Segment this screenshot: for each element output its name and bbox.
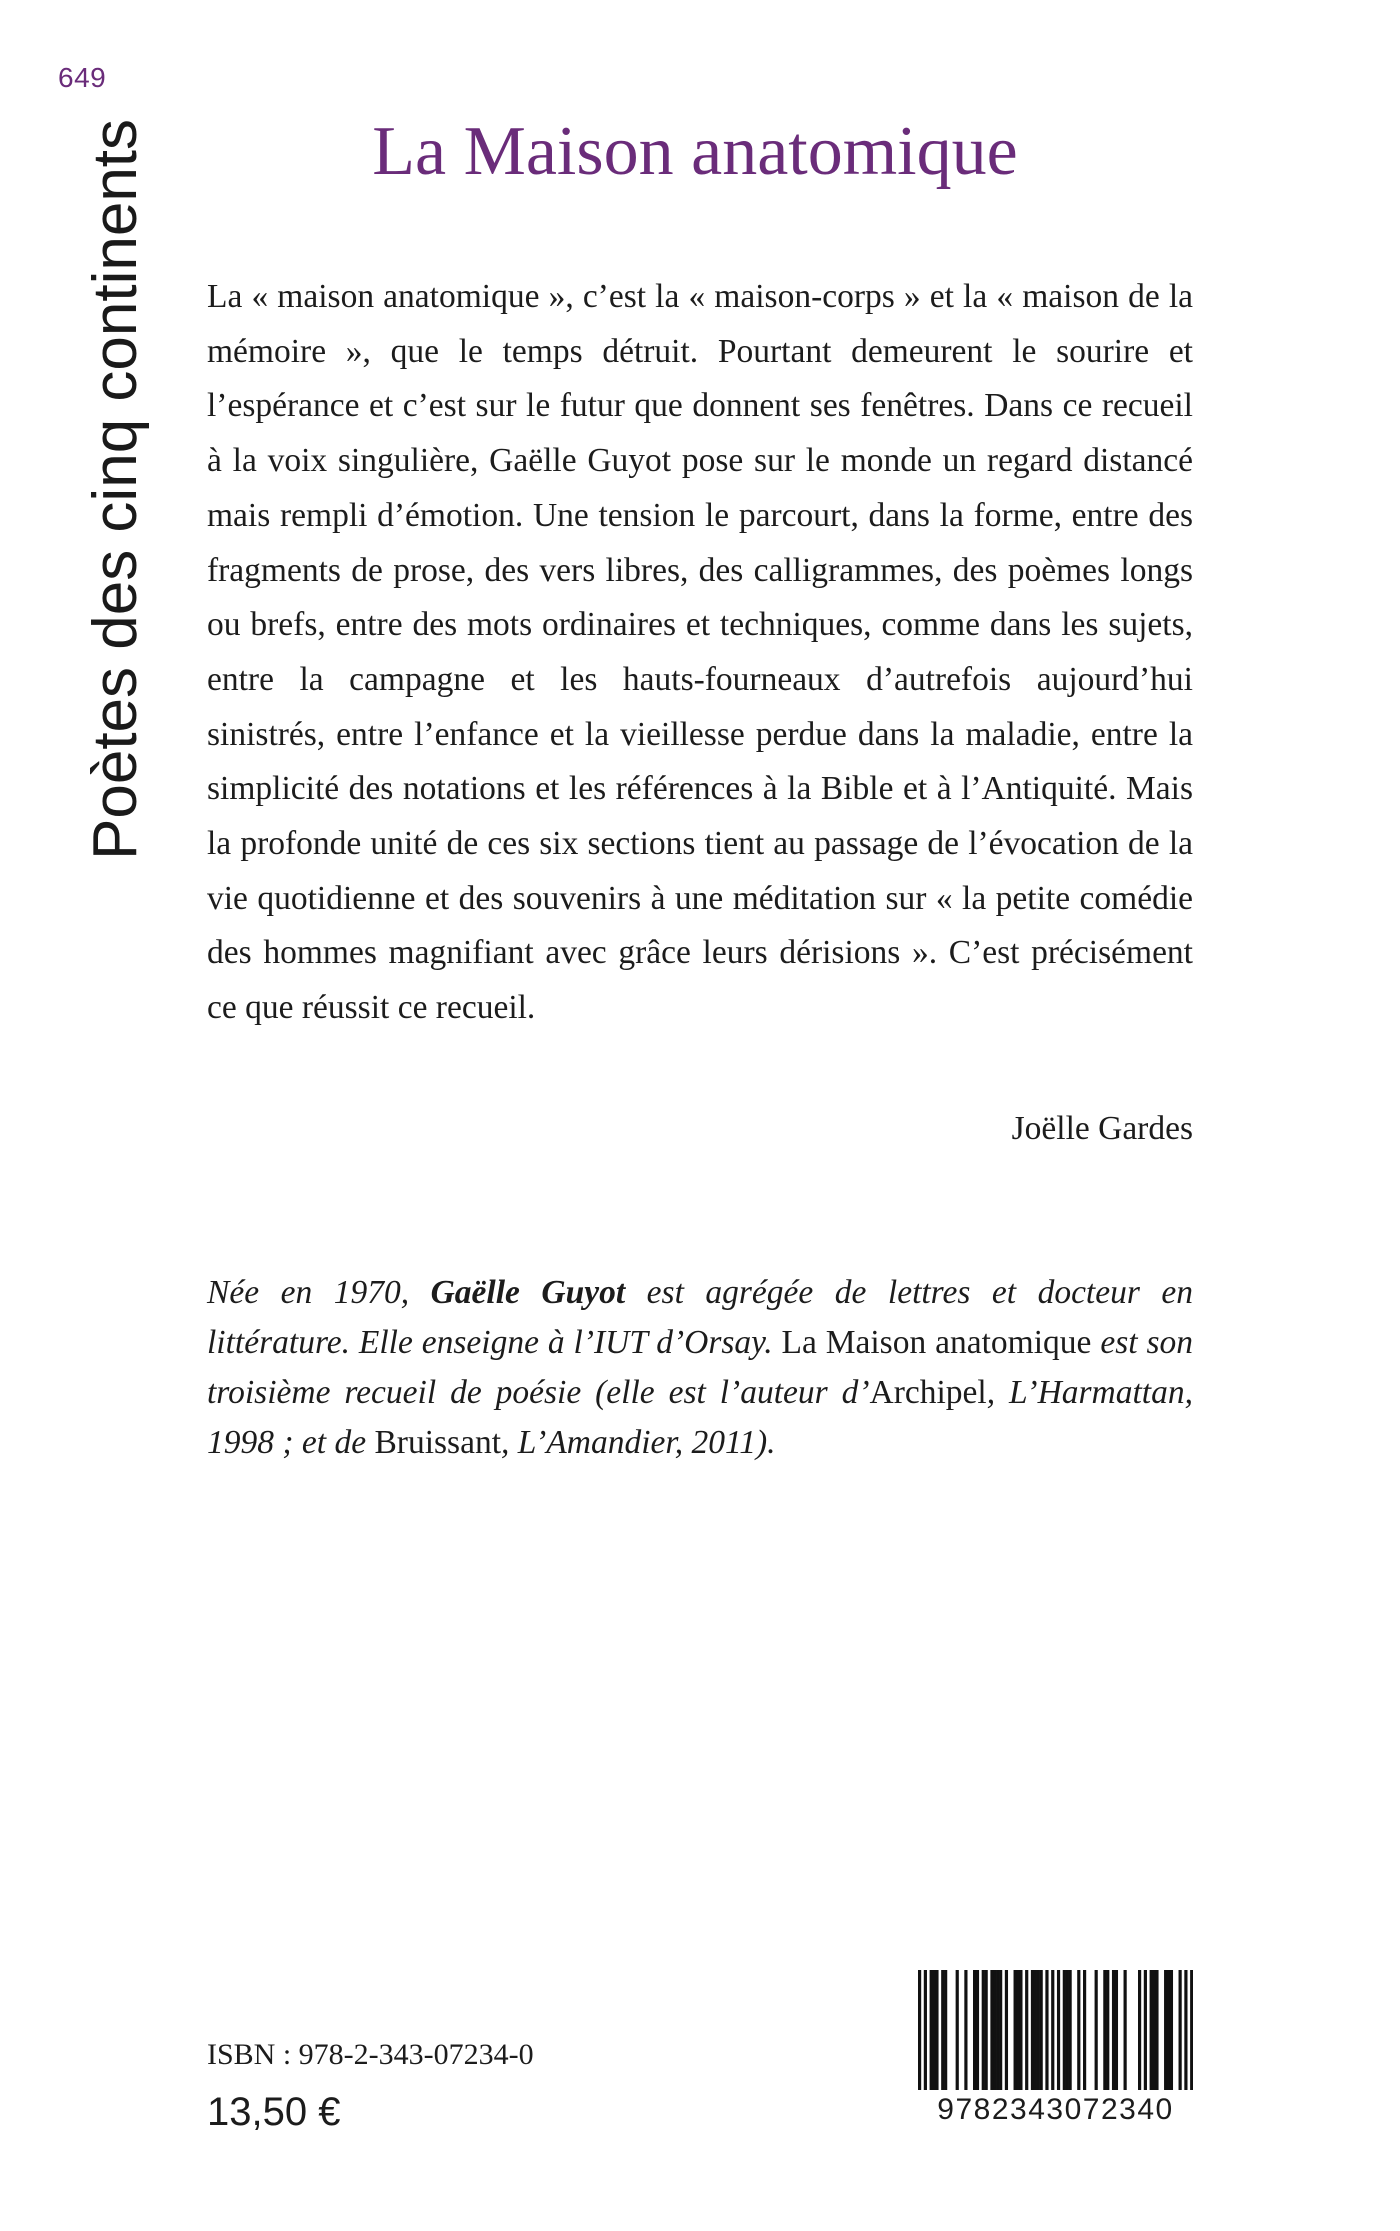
barcode-bar: [982, 1970, 985, 2095]
bio-book-title: La Maison anatomique: [781, 1324, 1092, 1361]
barcode-bar: [985, 1970, 988, 2095]
barcode-bar: [1144, 1970, 1147, 2095]
book-title: La Maison anatomique: [372, 113, 1018, 190]
barcode-bar: [935, 1970, 938, 2095]
barcode-bar: [1063, 1970, 1066, 2095]
bio-work-bruissant: Bruissant: [374, 1424, 502, 1461]
barcode-bar: [932, 1970, 935, 2095]
barcode-bar: [1066, 1970, 1069, 2095]
barcode-bar: [1095, 1970, 1098, 2095]
barcode-bar: [1031, 1970, 1034, 2095]
barcode-bar: [1152, 1970, 1155, 2095]
barcode-bar: [973, 1970, 976, 2095]
barcode-bar: [956, 1970, 959, 2095]
barcode-bar: [930, 1970, 933, 2095]
barcode-bar: [1106, 1970, 1109, 2095]
bio-part-2: est agrégée de lettres et docteur en littérature. Elle enseigne à l’IUT d’Orsay.: [207, 1274, 1194, 1361]
barcode-bar: [990, 1970, 993, 2095]
price: 13,50 €: [207, 2090, 341, 2134]
barcode-bar: [1184, 1970, 1187, 2095]
barcode-bar: [1170, 1970, 1173, 2095]
barcode-bar: [1150, 1970, 1153, 2095]
barcode-bar: [1034, 1970, 1037, 2095]
barcode-bar: [1138, 1970, 1141, 2095]
barcode-bar: [1016, 1970, 1019, 2095]
barcode-bar: [1077, 1970, 1080, 2095]
bio-part-1: Née en 1970,: [207, 1274, 431, 1311]
barcode-bar: [1005, 1970, 1008, 2095]
blurb-signature: Joëlle Gardes: [1011, 1110, 1193, 1147]
barcode-bar: [1014, 1970, 1017, 2095]
barcode-bar: [941, 1970, 944, 2095]
isbn: ISBN : 978-2-343-07234-0: [207, 2038, 534, 2071]
barcode-bar: [993, 1970, 996, 2095]
barcode-bar: [1103, 1970, 1106, 2095]
barcode-bar: [964, 1970, 967, 2095]
barcode-bar: [1040, 1970, 1043, 2095]
blurb-text: La « maison anatomique », c’est la « maison-corps » et la « maison de la mémoire », que le temps détruit. Pourtant demeurent le sourire et l’espérance et c’est sur le futur que donnent ses fenêtres. Dans ce recueil à la voix singulière, Gaëlle Guyot pose sur le monde un regard distancé mais rempli d’émotion. Une tension le parcourt, dans la forme, entre des fragments de prose, des vers libres, des calligrammes, des poèmes longs ou brefs, entre des mots ordinaires et techniques, comme dans les sujets, entre la campagne et les hauts-fourneaux d’autrefois aujourd’hui sinistrés, entre l’enfance et la vieillesse perdue dans la maladie, entre la simplicité des notations et les références à la Bible et à l’Antiquité. Mais la profonde unité de ces six sections tient au passage de l’évocation de la vie quotidienne et des souvenirs à une méditation sur « la petite comédie des hommes magnifiant avec grâce leurs dérisions ». C’est précisément ce que réussit ce recueil.: [207, 278, 1193, 1027]
barcode-bar: [1112, 1970, 1115, 2095]
bio-part-5: , L’Amandier, 2011).: [501, 1424, 776, 1461]
barcode-bar: [1051, 1970, 1054, 2095]
barcode-bar: [996, 1970, 999, 2095]
barcode-digits: 9782343072340: [918, 2090, 1193, 2130]
series-name-spine: Poètes des cinq continents: [81, 118, 150, 860]
barcode-bar: [1179, 1970, 1182, 2095]
barcode-bar: [1045, 1970, 1048, 2095]
bio-work-archipel: Archipel: [869, 1374, 987, 1411]
barcode-bar: [1124, 1970, 1127, 2095]
barcode-bar: [1190, 1970, 1193, 2095]
barcode-bar: [924, 1970, 927, 2095]
author-bio: [207, 1268, 1193, 1468]
barcode-bar: [918, 1970, 921, 2095]
barcode-bar: [1164, 1970, 1167, 2095]
bio-author-name: Gaëlle Guyot: [430, 1274, 626, 1311]
barcode-bar: [1025, 1970, 1028, 2095]
barcode-bar: [1069, 1970, 1072, 2095]
barcode-bar: [1037, 1970, 1040, 2095]
barcode-bar: [1083, 1970, 1086, 2095]
bio-part-3: est son troisième recueil de poésie (elle est l’auteur d’: [207, 1324, 1193, 1411]
barcode-bar: [1115, 1970, 1118, 2095]
barcode-bar: [1155, 1970, 1158, 2095]
barcode-bar: [1167, 1970, 1170, 2095]
barcode-bar: [944, 1970, 947, 2095]
series-number: 649: [58, 62, 107, 93]
barcode-bar: [1019, 1970, 1022, 2095]
barcode: [918, 1970, 1193, 2135]
bio-part-4: , L’Harmattan, 1998 ; et de: [207, 1374, 1193, 1461]
barcode-bar: [976, 1970, 979, 2095]
barcode-bar: [999, 1970, 1002, 2095]
barcode-bar: [1057, 1970, 1060, 2095]
